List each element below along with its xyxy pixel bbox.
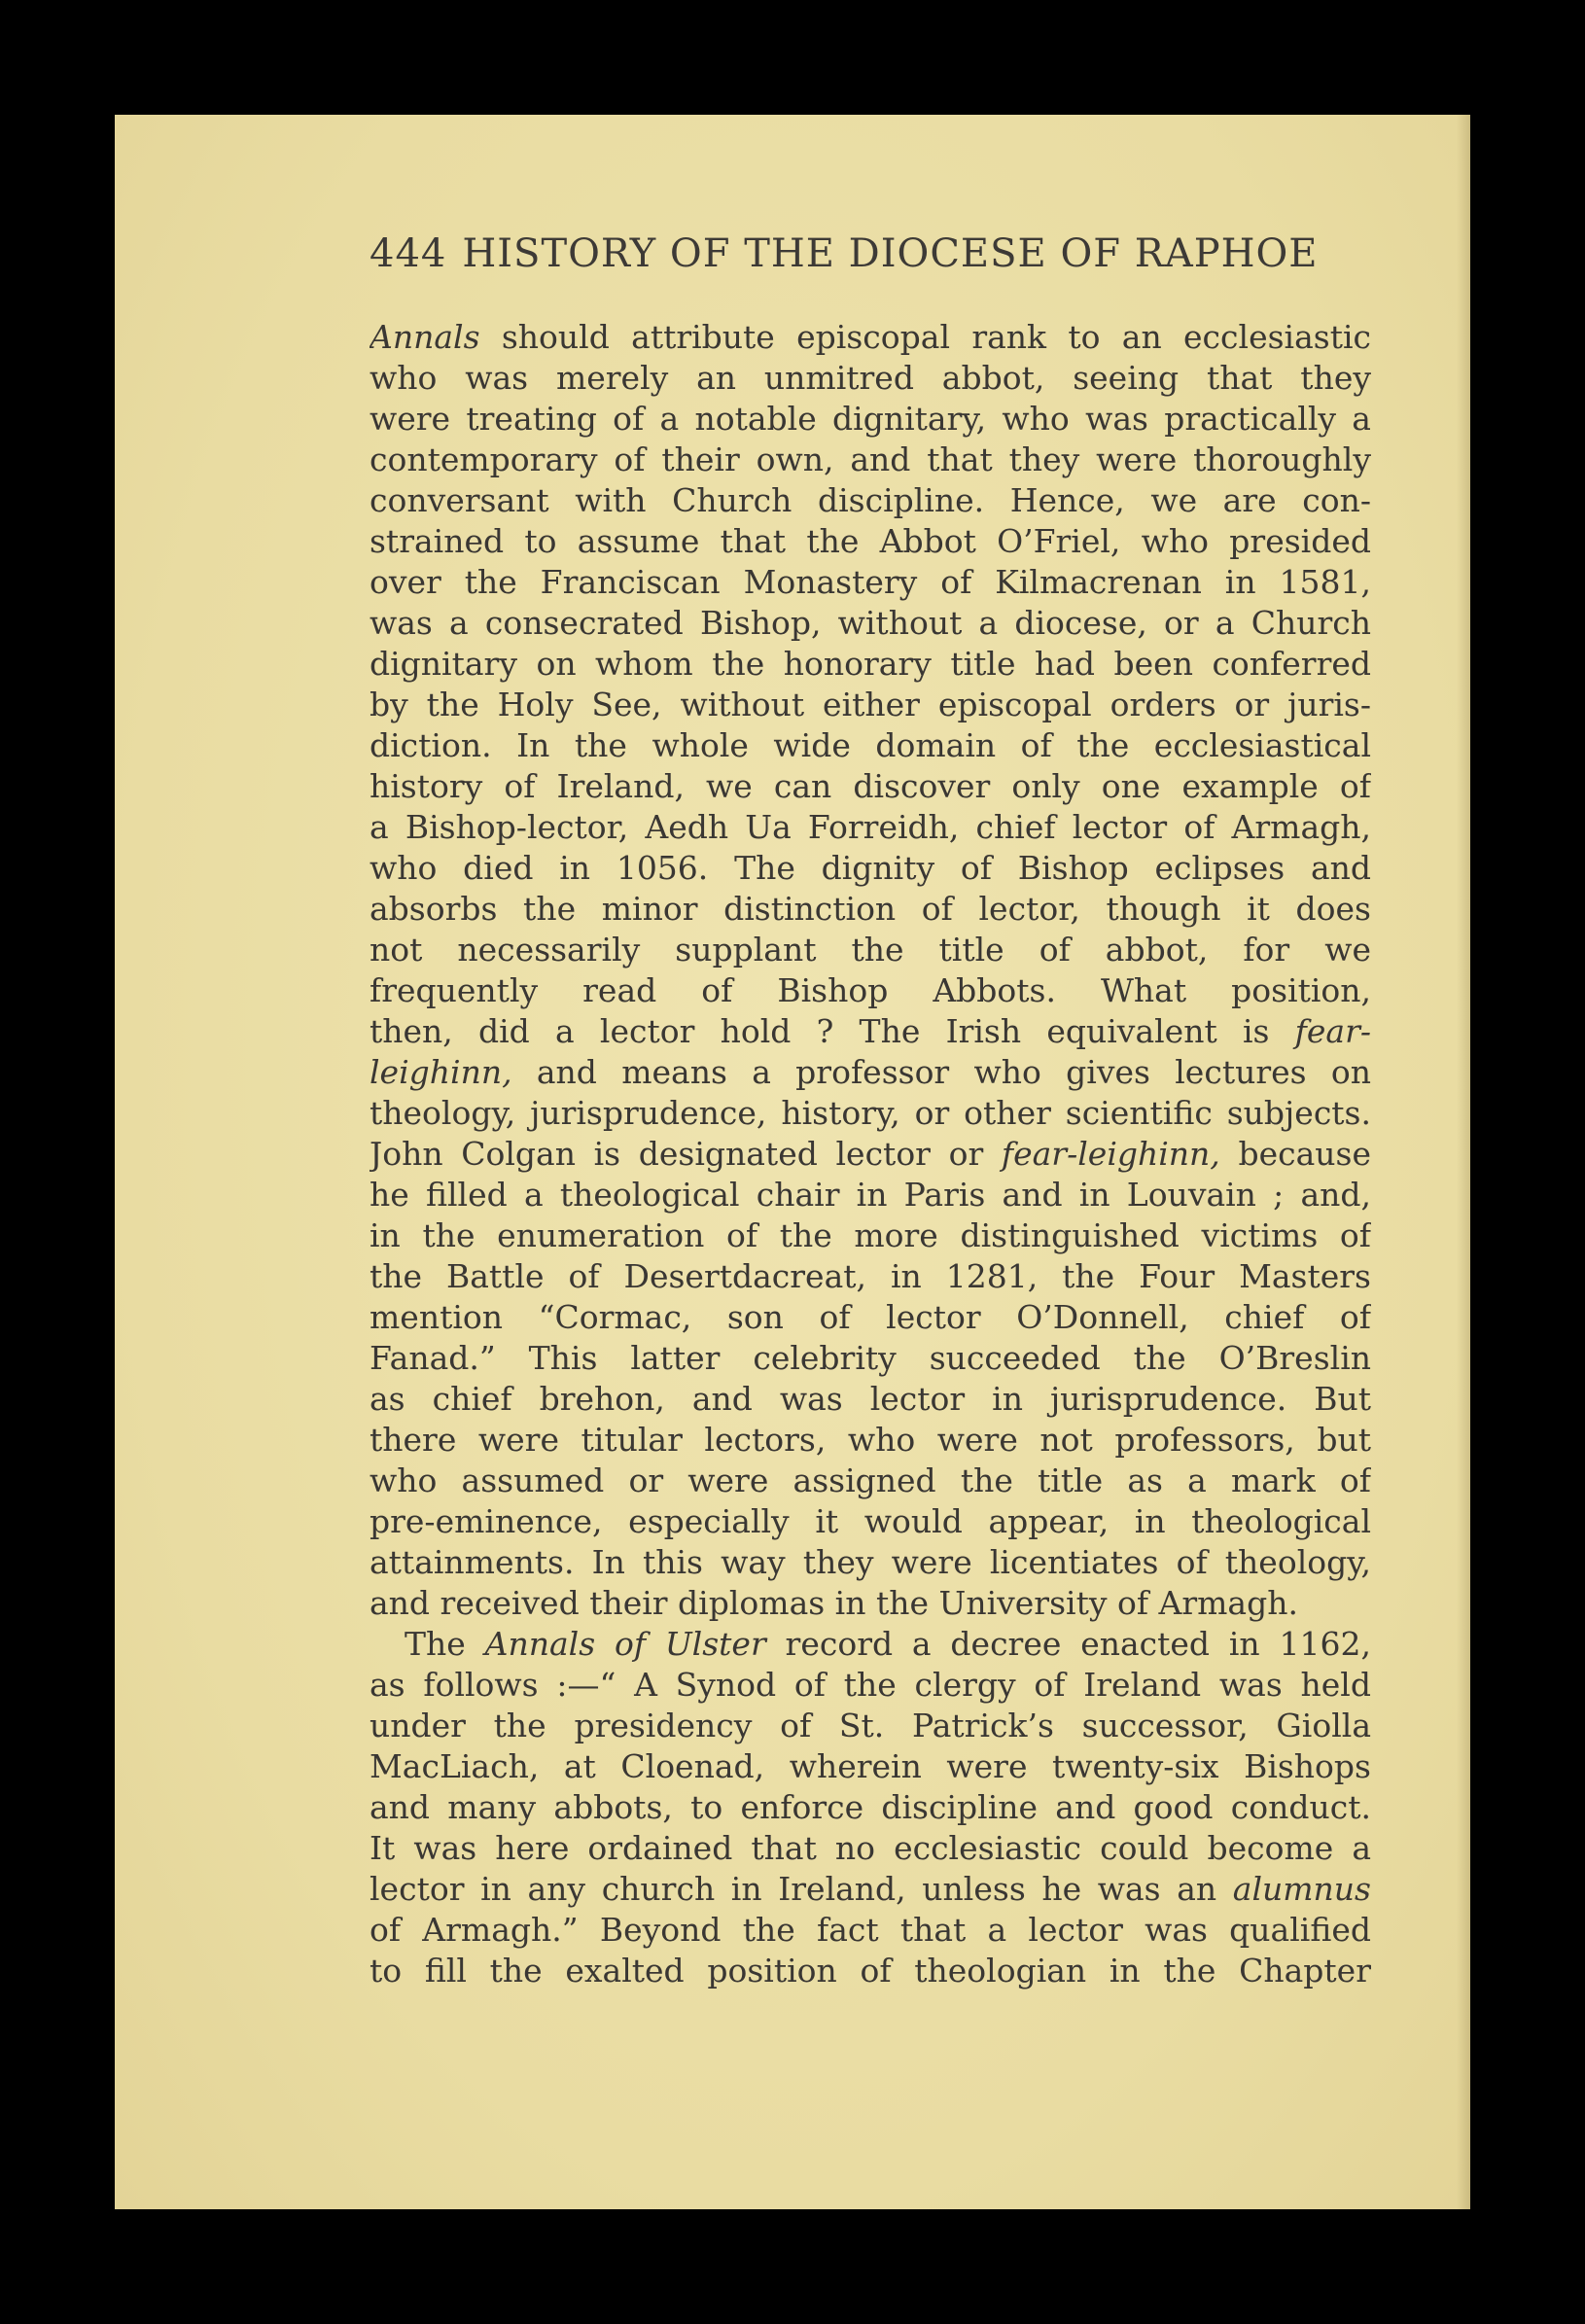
text-line — [370, 1297, 1371, 1338]
text-segment: he filled a theological chair in Paris and in Louvain ; and, — [370, 1176, 1371, 1214]
text-segment: as chief brehon, and was lector in jurisprudence. But — [370, 1380, 1371, 1418]
text-line — [370, 725, 1371, 766]
text-segment: who died in 1056. The dignity of Bishop eclipses and — [370, 849, 1371, 887]
text-segment: in the enumeration of the more distinguished victims of — [370, 1216, 1371, 1254]
text-segment: Fanad.” This latter celebrity succeeded the O’Breslin — [370, 1339, 1371, 1377]
italic-text: Annals of Ulster — [484, 1625, 766, 1663]
text-line — [370, 1134, 1371, 1175]
text-line — [370, 521, 1371, 562]
text-segment: absorbs the minor distinction of lector, though it does — [370, 890, 1371, 928]
text-segment: dignitary on whom the honorary title had been conferred — [370, 645, 1371, 683]
text-segment: were treating of a notable dignitary, who was practically a — [370, 400, 1371, 438]
text-line — [370, 480, 1371, 521]
text-line — [370, 1951, 1371, 1991]
text-segment: then, did a lector hold ? The Irish equivalent is — [370, 1012, 1295, 1050]
text-segment: and means a professor who gives lectures on — [511, 1053, 1371, 1091]
text-segment: strained to assume that the Abbot O’Friel, who presided — [370, 522, 1371, 560]
text-segment: frequently read of Bishop Abbots. What position, — [370, 971, 1371, 1009]
text-segment: pre-eminence, especially it would appear, in theological — [370, 1502, 1371, 1540]
text-line — [370, 930, 1371, 970]
text-line — [370, 1583, 1371, 1624]
text-line — [370, 1379, 1371, 1420]
text-segment: conversant with Church discipline. Hence, we are con- — [370, 481, 1371, 519]
text-line — [370, 1869, 1371, 1910]
text-line — [370, 766, 1371, 807]
text-segment: record a decree enacted in 1162, — [765, 1625, 1371, 1663]
text-line — [370, 1746, 1371, 1787]
text-line — [370, 1461, 1371, 1501]
page-edge-shadow — [1457, 115, 1470, 2209]
book-page — [115, 115, 1470, 2209]
text-line — [370, 848, 1371, 889]
text-segment: under the presidency of St. Patrick’s successor, Giolla — [370, 1707, 1371, 1744]
text-segment: diction. In the whole wide domain of the ecclesiastical — [370, 726, 1371, 764]
text-line — [370, 562, 1371, 603]
text-line — [370, 1624, 1371, 1665]
text-line — [370, 1052, 1371, 1093]
text-segment: attainments. In this way they were licentiates of theology, — [370, 1543, 1371, 1581]
text-segment: who was merely an unmitred abbot, seeing that they — [370, 359, 1371, 397]
text-segment: because — [1219, 1135, 1371, 1173]
text-line — [370, 1175, 1371, 1215]
text-segment: not necessarily supplant the title of abbot, for we — [370, 931, 1371, 968]
text-segment: lector in any church in Ireland, unless he was an — [370, 1870, 1233, 1908]
running-title: HISTORY OF THE DIOCESE OF RAPHOE — [462, 231, 1319, 276]
text-segment: as follows :—“ A Synod of the clergy of Ireland was held — [370, 1666, 1371, 1704]
text-segment: there were titular lectors, who were not professors, but — [370, 1421, 1371, 1459]
text-line — [370, 399, 1371, 440]
text-segment: contemporary of their own, and that they were thoroughly — [370, 440, 1371, 478]
text-line — [370, 644, 1371, 685]
text-line — [370, 603, 1371, 644]
text-segment: theology, jurisprudence, history, or other scientific subjects. — [370, 1094, 1371, 1132]
text-segment: was a consecrated Bishop, without a diocese, or a Church — [370, 604, 1371, 642]
text-line — [370, 1256, 1371, 1297]
text-segment: and many abbots, to enforce discipline and good conduct. — [370, 1788, 1371, 1826]
running-head — [370, 231, 1468, 276]
text-line — [370, 1215, 1371, 1256]
body-text — [370, 317, 1371, 1991]
text-segment: who assumed or were assigned the title as a mark of — [370, 1461, 1371, 1499]
italic-text: leighinn, — [370, 1053, 512, 1091]
text-segment: over the Franciscan Monastery of Kilmacrenan in 1581, — [370, 563, 1371, 601]
text-line — [370, 1338, 1371, 1379]
text-line — [370, 1665, 1371, 1706]
text-segment: of Armagh.” Beyond the fact that a lector was qualified — [370, 1911, 1371, 1949]
text-line — [370, 1787, 1371, 1828]
text-segment: John Colgan is designated lector or — [370, 1135, 1002, 1173]
text-segment: and received their diplomas in the University of Armagh. — [370, 1584, 1298, 1622]
text-line — [370, 1011, 1371, 1052]
text-segment: MacLiach, at Cloenad, wherein were twenty-six Bishops — [370, 1747, 1371, 1785]
italic-text: alumnus — [1232, 1870, 1371, 1908]
text-segment: by the Holy See, without either episcopal orders or juris- — [370, 686, 1371, 723]
text-segment: should attribute episcopal rank to an ecclesiastic — [479, 318, 1371, 356]
text-line — [370, 317, 1371, 358]
text-segment: the Battle of Desertdacreat, in 1281, the Four Masters — [370, 1257, 1371, 1295]
text-line — [370, 440, 1371, 480]
text-segment: It was here ordained that no ecclesiastic could become a — [370, 1829, 1371, 1867]
text-segment: to fill the exalted position of theologian in the Chapter — [370, 1952, 1371, 1989]
text-line — [370, 1706, 1371, 1746]
text-line — [370, 970, 1371, 1011]
text-line — [370, 1542, 1371, 1583]
text-segment: history of Ireland, we can discover only one example of — [370, 767, 1371, 805]
italic-text: fear- — [1294, 1012, 1371, 1050]
text-line — [370, 685, 1371, 725]
italic-text: fear-leighinn, — [1001, 1135, 1220, 1173]
text-segment: mention “Cormac, son of lector O’Donnell, chief of — [370, 1298, 1371, 1336]
text-line — [370, 1093, 1371, 1134]
text-line — [370, 1828, 1371, 1869]
page-number: 444 — [370, 231, 447, 276]
text-line — [370, 358, 1371, 399]
text-line — [370, 807, 1371, 848]
text-line — [370, 1910, 1371, 1951]
text-segment: a Bishop-lector, Aedh Ua Forreidh, chief lector of Armagh, — [370, 808, 1371, 846]
text-line — [370, 1420, 1371, 1461]
text-segment: The — [405, 1625, 485, 1663]
text-line — [370, 889, 1371, 930]
text-line — [370, 1501, 1371, 1542]
italic-text: Annals — [370, 318, 480, 356]
